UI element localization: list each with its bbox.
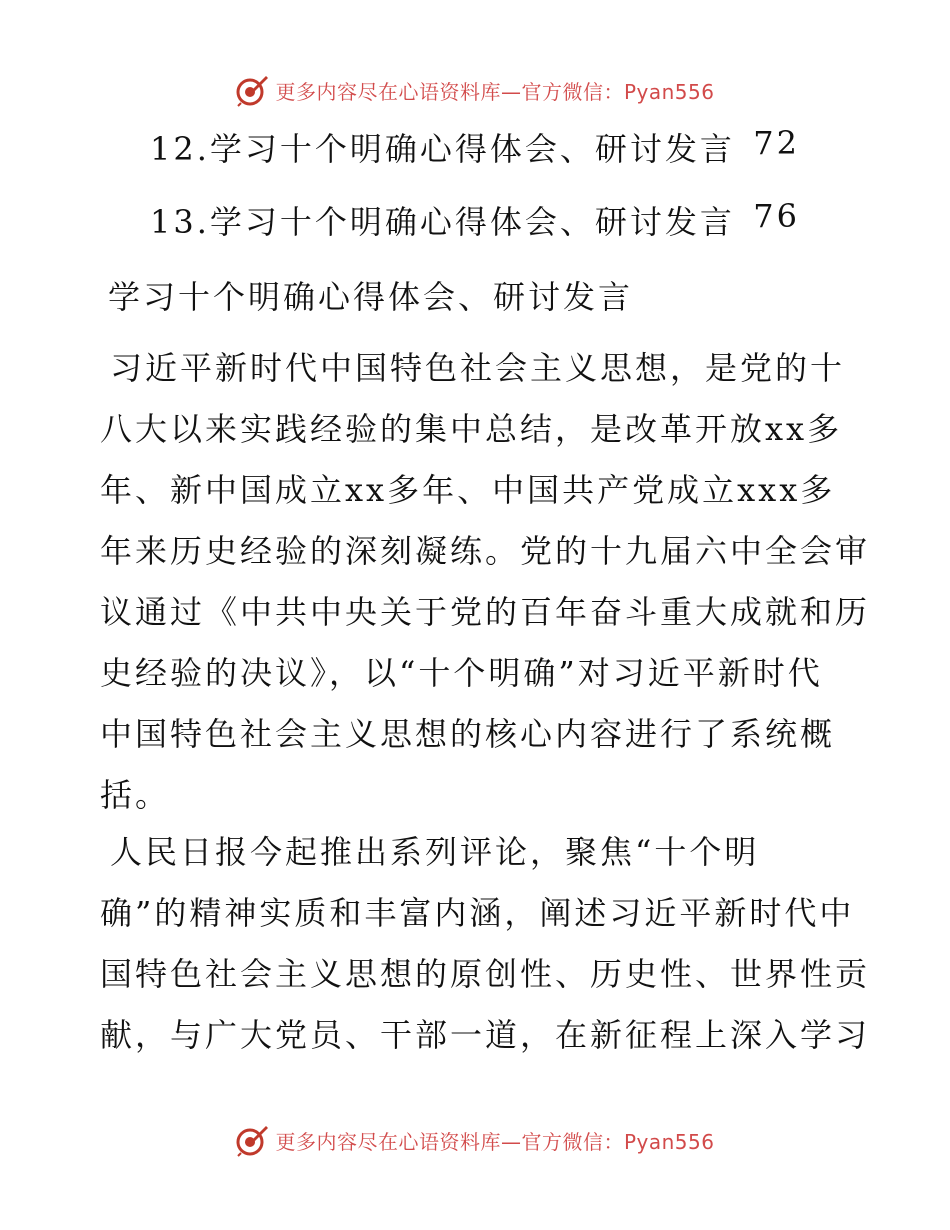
paragraph-line: 献，与广大党员、干部一道，在新征程上深入学习 xyxy=(100,1016,871,1054)
footer-banner-content xyxy=(235,1123,714,1157)
header-banner-content xyxy=(235,73,714,107)
toc-entry-page: 72 xyxy=(753,124,800,162)
pen-logo-icon xyxy=(235,73,269,107)
header-banner-text: 更多内容尽在心语资料库—官方微信：Pyan556 xyxy=(275,79,715,104)
paragraph-line: 八大以来实践经验的集中总结，是改革开放xx多 xyxy=(100,410,843,448)
toc-entry-title: 13.学习十个明确心得体会、研讨发言 xyxy=(150,203,735,241)
pen-logo-icon xyxy=(235,1123,269,1157)
paragraph-line: 中国特色社会主义思想的核心内容进行了系统概 xyxy=(100,715,836,753)
body-paragraph xyxy=(100,822,871,1066)
paragraph-line: 人民日报今起推出系列评论，聚焦“十个明 xyxy=(110,833,760,871)
paragraph-line: 国特色社会主义思想的原创性、历史性、世界性贡 xyxy=(100,955,871,993)
toc-entry[interactable] xyxy=(150,197,810,243)
section-heading: 学习十个明确心得体会、研讨发言 xyxy=(108,278,634,316)
header-banner xyxy=(0,70,950,110)
toc-entry-title: 12.学习十个明确心得体会、研讨发言 xyxy=(150,130,735,168)
toc-entry[interactable] xyxy=(150,124,810,170)
paragraph-line: 习近平新时代中国特色社会主义思想，是党的十 xyxy=(110,349,846,387)
paragraph-line: 史经验的决议》，以“十个明确”对习近平新时代 xyxy=(100,654,823,692)
toc-entry-page: 76 xyxy=(753,197,800,235)
paragraph-line: 确”的精神实质和丰富内涵，阐述习近平新时代中 xyxy=(100,894,855,932)
paragraph-line: 议通过《中共中央关于党的百年奋斗重大成就和历 xyxy=(100,593,871,631)
body-paragraph xyxy=(100,338,871,826)
footer-banner-text: 更多内容尽在心语资料库—官方微信：Pyan556 xyxy=(275,1129,715,1154)
paragraph-line: 括。 xyxy=(100,776,171,814)
paragraph-line: 年来历史经验的深刻凝练。党的十九届六中全会审 xyxy=(100,532,871,570)
paragraph-line: 年、新中国成立xx多年、中国共产党成立xxx多 xyxy=(100,471,836,509)
footer-banner xyxy=(0,1120,950,1160)
